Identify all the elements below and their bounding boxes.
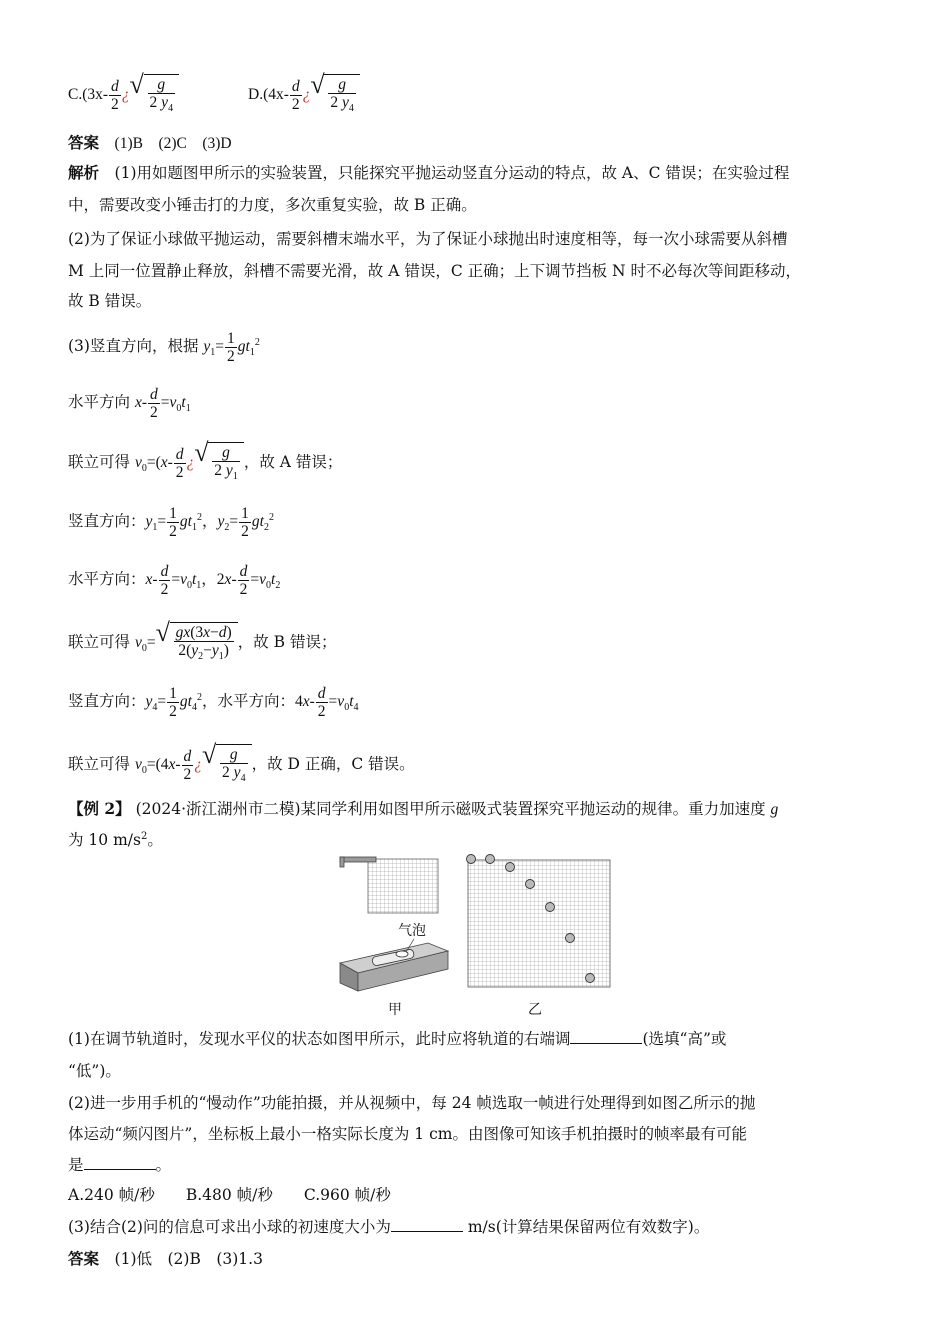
text: (选填“高”或 [642,1030,727,1048]
ball-5 [566,934,575,943]
blank-2[interactable] [84,1155,156,1170]
figure-jia [336,855,458,995]
ball-6 [586,974,595,983]
answer-label: 答案 [68,1249,100,1268]
symbol-g: g [770,801,779,818]
analysis-p1a [68,162,789,184]
answer-2 [68,1248,263,1270]
coordinate-board [468,860,610,987]
figure-yi [462,853,614,993]
text: ，故 B 错误； [237,633,337,652]
text: 竖直方向： [68,512,146,531]
text: 是 [68,1156,84,1174]
caption-yi: 乙 [528,1002,542,1018]
text: ，故 A 错误； [243,453,343,472]
option-c: C.(3x- $\frac{d}{2}$ ¿ √ $\frac{g}{2 y_4}$ [68,74,179,117]
example-2-line2 [68,826,163,851]
text: ，水平方向： [201,692,295,711]
analysis-vertical-2: 竖直方向：$y_1=$ $\frac{1}{2}$ $gt_1^2$，$y_2=$ $\frac{1}{2}$ $gt_2^2$ [68,505,274,540]
ball-4 [546,903,555,912]
blank-1[interactable] [570,1029,642,1044]
question-2-options: A.240 帧/秒 B.480 帧/秒 C.960 帧/秒 [68,1186,391,1204]
question-1a [68,1028,726,1050]
question-2a: (2)进一步用手机的“慢动作”功能拍摄，并从视频中，每 24 帧选取一帧进行处理得到如图乙所示的抛 [68,1094,756,1112]
grid-board [368,859,438,913]
text: 联立可得 [68,453,135,472]
analysis-label: 解析 [68,163,100,182]
option-c-label: C.(3x- [68,86,109,104]
launch-rail [340,857,376,862]
text: m/s(计算结果保留两位有效数字)。 [462,1218,710,1236]
text: (1)在调节轨道时，发现水平仪的状态如图甲所示，此时应将轨道的右端调 [68,1030,571,1048]
text: 为 10 m/s [68,831,141,850]
bubble-label: 气泡 [398,923,426,939]
text: (3)竖直方向，根据 [68,337,204,356]
ball-3 [526,880,535,889]
caption-jia: 甲 [388,1002,402,1018]
analysis-horizontal-2: 水平方向：x- $\frac{d}{2}$ $=v_0t_1$，2x- $\frac{d}{2}$ $=v_0t_2$ [68,563,281,598]
analysis-vertical-1: (3)竖直方向，根据 $y_1=$ $\frac{1}{2}$ $gt_1^2$ [68,330,260,365]
option-d: D.(4x- $\frac{d}{2}$ ¿ √ $\frac{g}{2 y_4}$ [248,74,360,117]
text: 竖直方向： [68,692,146,711]
answer-text: (1)低 (2)B (3)1.3 [114,1250,263,1268]
text: 联立可得 [68,633,135,652]
analysis-vertical-3: 竖直方向：$y_4=$ $\frac{1}{2}$ $gt_4^2$，水平方向：4x- $\frac{d}{2}$ $=v_0t_4$ [68,685,359,720]
analysis-p2a: (2)为了保证小球做平抛运动，需要斜槽末端水平，为了保证小球抛出时速度相等，每一次小球需要从斜槽 [68,230,788,248]
text: 。 [147,831,163,850]
example-tag: 【例 2】 [68,799,131,818]
text: (2024·浙江湖州市二模)某同学利用如图甲所示磁吸式装置探究平抛运动的规律。重力加速度 [130,800,771,818]
question-2c [68,1154,171,1176]
option-d-label: D.(4x- [248,86,289,104]
example-2-line1 [68,798,778,821]
blank-3[interactable] [391,1217,463,1232]
text: 水平方向 [68,393,135,412]
analysis-combine-2: 联立可得 $v_0=$ √ $\frac{gx(3x-d)}{2(y_2-y_1)}$ ，故 B 错误； [68,622,336,665]
answer-label: 答案 [68,133,100,152]
text: 联立可得 [68,755,135,774]
analysis-horizontal-1: 水平方向 x- $\frac{d}{2}$ $=v_0t_1$ [68,386,191,421]
superscript: 2 [140,831,148,842]
analysis-combine-3: 联立可得 $v_0=(4x-$ $\frac{d}{2}$ ¿ √ $\frac{g}{2 y_4}$ ，故 D 正确，C 错误。 [68,744,415,787]
analysis-p2b: M 上同一位置静止释放，斜槽不需要光滑，故 A 错误，C 正确；上下调节挡板 N 时不必每次等间距移动， [68,262,802,280]
text: (3)结合(2)问的信息可求出小球的初速度大小为 [68,1218,391,1236]
analysis-p1b: 中，需要改变小锤击打的力度，多次重复实验，故 B 正确。 [68,196,477,214]
text: 。 [155,1156,172,1174]
analysis-combine-1: 联立可得 $v_0=(x-$ $\frac{d}{2}$ ¿ √ $\frac{g}{2 y_1}$ ，故 A 错误； [68,442,342,485]
question-3 [68,1216,709,1238]
ball-0 [467,855,476,864]
analysis-p2c: 故 B 错误。 [68,292,152,310]
analysis-text: (1)用如题图甲所示的实验装置，只能探究平抛运动竖直分运动的特点，故 A、C 错误；在实验过程 [114,164,790,182]
question-1b: “低”)。 [68,1062,121,1080]
answer-1 [68,132,232,155]
ball-2 [506,863,515,872]
ball-1 [486,855,495,864]
question-2b: 体运动“频闪图片”，坐标板上最小一格实际长度为 1 cm。由图像可知该手机拍摄时的帧率最有可能 [68,1125,747,1143]
text: 水平方向： [68,570,146,589]
answer-text: (1)B (2)C (3)D [114,135,232,152]
text: ，故 D 正确，C 错误。 [251,755,415,774]
